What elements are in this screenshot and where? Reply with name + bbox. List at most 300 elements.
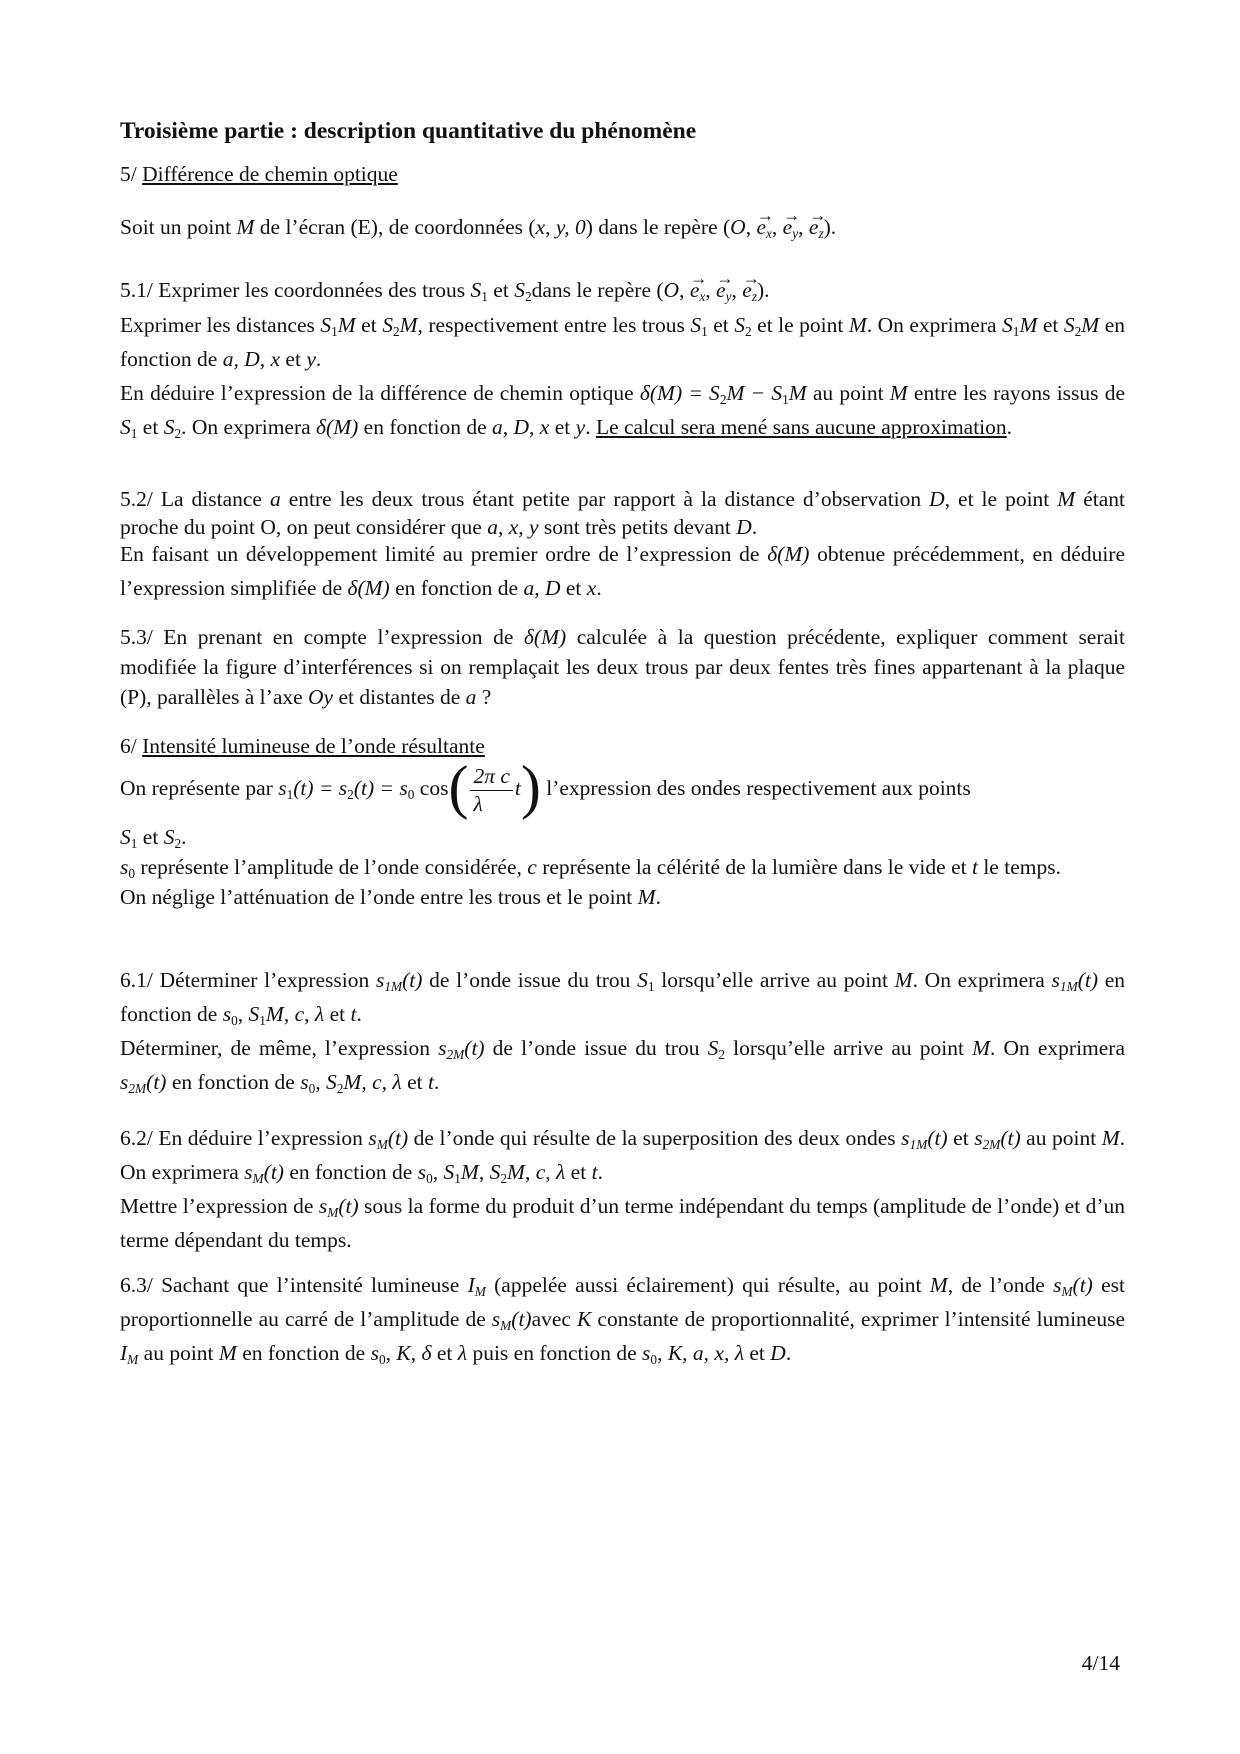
text-sec6-eq: s — [244, 1160, 253, 1184]
text-q61-f: Déterminer, de même, l’expression — [120, 1036, 439, 1060]
text-sec6-eq: s — [1051, 968, 1060, 992]
text-q51-deltaM: δ(M) — [347, 576, 390, 600]
text-q51-deltaM: δ(M) — [767, 542, 810, 566]
text-q61-a: 6.1/ Déterminer l’expression — [120, 968, 376, 992]
text-sec6-cvar: c — [372, 1070, 382, 1094]
text-q51-one: 1 — [259, 1012, 266, 1028]
text-q51-et2: et — [280, 347, 307, 371]
text-q52-d: étant proche du point O, on peut considérer que — [120, 487, 1125, 539]
text-q51-minus: M − S — [726, 381, 783, 405]
text-q63-h: en fonction de — [236, 1341, 371, 1365]
text-q52-avar: a — [269, 487, 281, 511]
text-q51-et2: et — [560, 576, 587, 600]
page-number: 4/14 — [1081, 1651, 1120, 1675]
text-sec5-sep: , — [745, 215, 757, 239]
text-sec5-M: M — [1019, 313, 1038, 337]
text-q53-end: ? — [476, 685, 492, 709]
text-q52-comma: , — [361, 1070, 373, 1094]
text-q51-two: 2 — [500, 1170, 508, 1186]
text-q51-deltaM: δ(M) — [523, 625, 567, 649]
text-q51-et2: et — [401, 1070, 428, 1094]
text-sec6-t: t — [971, 855, 978, 879]
text-sec6-zero: 0 — [128, 865, 136, 881]
text-q51-two: 2 — [524, 288, 532, 304]
text-q61-s1M: (t) — [338, 1194, 359, 1218]
text-sec6-eq: s — [368, 1126, 377, 1150]
text-q51-dot: . — [785, 1341, 792, 1365]
text-q52-comma: , — [545, 1160, 556, 1184]
text-sec6-t: t — [591, 1160, 598, 1184]
text-q51-S: S — [690, 313, 702, 337]
text-sec5-sep: , — [731, 278, 743, 302]
text-sec6-zero: 0 — [407, 786, 415, 802]
text-sec5-ex: x — [766, 225, 772, 241]
text-sec6-eq: s — [300, 1070, 309, 1094]
text-q51-one: 1 — [782, 391, 789, 407]
text-q51-vars1: a, D, x — [492, 415, 550, 439]
text-sec6-t: t — [350, 1002, 357, 1026]
text-sec5-intro_a: Soit un point — [120, 215, 237, 239]
text-q51-et: et — [137, 415, 164, 439]
text-q51-y: y — [575, 415, 586, 439]
text-q61-c: lorsqu’elle arrive au point — [724, 1036, 973, 1060]
text-q61-s1M: (t) — [387, 1126, 409, 1150]
text-sec6-cos: cos — [414, 776, 449, 800]
text-sec6-t: t — [514, 776, 521, 800]
points-S1-S2 — [120, 820, 1125, 854]
text-q51-p3d: . On exprimera — [181, 415, 317, 439]
text-q51-p3c: entre les rayons issus de — [907, 381, 1126, 405]
text-q61-sub2M: 2M — [446, 1046, 465, 1062]
section-title: Troisième partie : description quantitative du phénomène — [120, 118, 697, 144]
text-q51-dot: . — [912, 968, 918, 992]
text-sec5-sep: , — [798, 215, 809, 239]
text-sec5-e: → e — [690, 273, 700, 307]
text-sec5-heading_num: 5/ — [120, 162, 143, 186]
amplitude-definition — [120, 852, 1125, 912]
text-q52-comma: , — [381, 1070, 393, 1094]
text-q63-K: K — [577, 1307, 592, 1331]
text-sec6-eq: s — [375, 968, 385, 992]
text-q62-c: au point — [1026, 1126, 1102, 1150]
text-q61-s1M: (t) — [263, 1160, 284, 1184]
text-q51-et: et — [487, 278, 515, 302]
text-q51-delta: δ(M) = S — [639, 381, 720, 405]
text-q51-et2: et — [431, 1341, 458, 1365]
text-q63-b: (appelée aussi éclairement) qui résulte, au point — [485, 1273, 930, 1297]
text-q51-et: et — [1037, 313, 1064, 337]
text-q51-et2: et — [565, 1160, 592, 1184]
section-5-heading — [120, 157, 1125, 191]
text-q52-g: obtenue précédemment, en déduire l’expression simplifiée de — [120, 542, 1125, 600]
text-q63-g: au point — [138, 1341, 219, 1365]
text-q52-D: D — [544, 576, 561, 600]
text-q52-vars: a, x, y — [487, 515, 539, 539]
text-sec5-sep: , — [771, 215, 783, 239]
text-q62-subM: M — [127, 1351, 139, 1367]
question-5-3 — [120, 622, 1125, 712]
question-5-2-part2 — [120, 537, 1125, 605]
text-q51-p1b: dans le repère ( — [531, 278, 664, 302]
text-q61-sub2M: 2M — [128, 1080, 147, 1096]
text-q51-vars1: a, D, x — [222, 347, 281, 371]
text-sec6-heading_num: 6/ — [120, 734, 143, 758]
text-sec6-eq: s — [222, 1002, 232, 1026]
text-q52-comma: , — [304, 1002, 315, 1026]
text-q63-d: est proportionnelle au carré de l’amplitude de — [120, 1273, 1125, 1331]
text-q51-p2e: en fonction de — [120, 313, 1125, 371]
text-q51-one: 1 — [331, 323, 338, 339]
text-q52-comma: , — [315, 1070, 326, 1094]
text-q62-subM: M — [500, 1317, 512, 1333]
text-q62-b: de l’onde qui résulte de la superposition des deux ondes — [408, 1126, 902, 1150]
text-q53-a: 5.3/ En prenant en compte l’expression de — [120, 625, 524, 649]
question-6-3 — [120, 1268, 1125, 1370]
text-sec5-sep: , — [679, 278, 690, 302]
text-q51-p3a: En déduire l’expression de la différence de chemin optique — [120, 381, 640, 405]
text-q51-et: et — [947, 1126, 975, 1150]
text-q61-d: On exprimera — [917, 968, 1052, 992]
text-sec5-intro_b: de l’écran (E), de coordonnées ( — [254, 215, 536, 239]
text-q51-two: 2 — [719, 391, 727, 407]
text-q62-subM: M — [327, 1204, 339, 1220]
text-q63-j: puis en fonction de — [467, 1341, 643, 1365]
text-q51-et: et — [355, 313, 383, 337]
text-sec5-ey: y — [725, 288, 732, 304]
text-sec5-ez: z — [818, 225, 824, 241]
text-sec5-sep: , — [705, 278, 717, 302]
text-q51-p2b: , respectivement entre les trous — [417, 313, 691, 337]
text-q63-I: I — [467, 1273, 475, 1297]
text-q61-sub1M: 1M — [909, 1136, 928, 1152]
text-q61-lambda: λ — [392, 1070, 402, 1094]
text-q51-one: 1 — [130, 425, 138, 441]
text-q52-x: x — [586, 576, 597, 600]
text-sec6-c: représente l’amplitude de l’onde considérée, — [140, 855, 528, 879]
text-sec6-eq: s — [901, 1126, 910, 1150]
text-sec5-e: → e — [742, 273, 752, 307]
text-q61-sub1M: 1M — [384, 978, 403, 994]
text-sec6-eq_end: (t) = s — [353, 776, 408, 800]
text-sec5-M: M — [1081, 313, 1100, 337]
text-sec5-M: M — [929, 1273, 948, 1297]
text-sec5-O: O — [730, 215, 746, 239]
text-q51-dot: . — [585, 415, 591, 439]
text-sec5-heading: Différence de chemin optique — [142, 162, 398, 186]
text-q51-S: S — [470, 278, 482, 302]
text-sec6-eq: s — [120, 855, 129, 879]
text-sec5-intro_c: ) dans le repère ( — [585, 215, 731, 239]
text-q51-one: 1 — [454, 1170, 461, 1186]
text-q53-c: et distantes de — [333, 685, 466, 709]
text-q61-e: en fonction de — [283, 1160, 418, 1184]
text-sec5-M: M — [337, 313, 356, 337]
text-q51-dot: . — [181, 825, 187, 849]
text-q63-e: avec — [531, 1307, 578, 1331]
text-sec5-M: M — [889, 381, 908, 405]
text-sec6-eq: s — [491, 1307, 501, 1331]
text-q52-h: en fonction de — [389, 576, 524, 600]
text-q61-s1M: (t) — [464, 1036, 485, 1060]
text-sec5-M: M — [218, 1341, 237, 1365]
text-q62-d: Mettre l’expression de — [120, 1194, 319, 1218]
text-q61-s1M: (t) — [1000, 1126, 1021, 1150]
text-q51-dot: . — [433, 1070, 440, 1094]
text-q51-S: S — [514, 278, 525, 302]
text-q51-dot: . — [751, 515, 758, 539]
text-q61-lambda: λ — [457, 1341, 468, 1365]
text-q51-S: S — [326, 1070, 337, 1094]
text-sec6-eq: s — [1053, 1273, 1062, 1297]
text-q51-S: S — [382, 313, 393, 337]
text-q61-lambda: λ — [555, 1160, 566, 1184]
text-q51-S: S — [120, 415, 131, 439]
text-q63-K: K — [396, 1341, 411, 1365]
text-q61-c: lorsqu’elle arrive au point — [654, 968, 895, 992]
text-sec5-M: M — [343, 1070, 362, 1094]
text-q51-two: 2 — [174, 835, 182, 851]
text-sec6-eq: s — [318, 1194, 328, 1218]
text-q61-s1M: (t) — [511, 1307, 532, 1331]
question-6-2 — [120, 1121, 1125, 1257]
text-sec6-cvar: c — [527, 855, 537, 879]
wave-definition: On représente par $s_1(t) = s_2(t) = s_0$ cos( $\frac{\text{2π c}}{\lambda}$ t) l’expression des ondes respectivement aux points — [120, 754, 971, 821]
text-sec5-M: M — [1101, 1126, 1120, 1150]
text-q52-f: En faisant un développement limité au premier ordre de l’expression de — [120, 542, 768, 566]
text-sec5-M: M — [265, 1002, 284, 1026]
text-q51-two: 2 — [336, 1080, 344, 1096]
text-q52-e: sont très petits devant — [538, 515, 737, 539]
text-q51-one: 1 — [647, 978, 655, 994]
text-q51-two: 2 — [174, 425, 182, 441]
text-q51-et2: et — [744, 1341, 771, 1365]
text-q52-c: , et le point — [944, 487, 1058, 511]
text-sec5-close: ). — [757, 278, 770, 302]
section-5-intro — [120, 210, 1125, 244]
text-q51-et: et — [137, 825, 164, 849]
text-q51-p2c: et le point — [751, 313, 849, 337]
text-q61-s1M: (t) — [1077, 968, 1098, 992]
text-q51-end: . — [1006, 415, 1013, 439]
text-sec6-zero: 0 — [426, 1170, 433, 1186]
text-q51-S: S — [734, 313, 745, 337]
text-q61-sub2M: 2M — [982, 1136, 1001, 1152]
text-q52-comma: , — [524, 1160, 536, 1184]
text-q51-dot: . — [990, 1036, 996, 1060]
text-sec5-O: O — [663, 278, 680, 302]
text-q52-a: 5.2/ La distance — [120, 487, 270, 511]
text-q51-p2d: . On exprimera — [866, 313, 1003, 337]
text-q61-lambda: λ — [314, 1002, 325, 1026]
text-q52-D: D — [736, 515, 752, 539]
text-q61-lambda: λ — [734, 1341, 745, 1365]
text-sec6-cvar: c — [294, 1002, 305, 1026]
text-q51-dot: . — [597, 1160, 603, 1184]
text-sec6-t: t — [427, 1070, 434, 1094]
text-q53-Oy: Oy — [308, 685, 334, 709]
text-sec6-num: 2π c — [473, 763, 510, 788]
text-q61-sub1M: 1M — [1059, 978, 1078, 994]
text-sec6-zero: 0 — [231, 1012, 238, 1028]
text-q63-a: 6.3/ Sachant que l’intensité lumineuse — [120, 1273, 468, 1297]
text-q51-dot: . — [1119, 1126, 1125, 1150]
question-6-1 — [120, 963, 1125, 1099]
text-q63-f: constante de proportionnalité, exprimer l’intensité lumineuse — [591, 1307, 1125, 1331]
text-q51-S: S — [1063, 313, 1075, 337]
text-q61-g: On exprimera — [1003, 1036, 1126, 1060]
text-q52-D: D — [770, 1341, 786, 1365]
text-sec6-cvar: c — [535, 1160, 546, 1184]
text-q62-subM: M — [252, 1170, 264, 1186]
text-sec6-eq: s — [370, 1341, 379, 1365]
text-q51-S: S — [320, 313, 332, 337]
text-q51-y: y — [306, 347, 316, 371]
text-q52-comma: , — [237, 1002, 249, 1026]
text-sec5-M: M — [1057, 487, 1076, 511]
text-q51-two: 2 — [745, 323, 752, 339]
text-sec6-eq_mid: (t) = s — [293, 776, 348, 800]
text-q63-i: , — [657, 1341, 668, 1365]
text-sec5-close: ). — [823, 215, 837, 239]
text-q51-S: S — [443, 1160, 455, 1184]
text-q61-s1M: (t) — [927, 1126, 948, 1150]
text-q51-et: et — [707, 313, 735, 337]
text-sec6-a: On représente par — [120, 776, 279, 800]
text-q51-S: S — [489, 1160, 501, 1184]
text-q52-avar: a — [523, 576, 535, 600]
text-q51-p2a: Exprimer les distances — [120, 313, 321, 337]
text-sec6-d: représente la célérité de la lumière dans le vide et — [536, 855, 972, 879]
text-sec6-zero: 0 — [650, 1351, 658, 1367]
text-q61-g: On exprimera — [120, 1160, 245, 1184]
text-q51-two: 2 — [392, 323, 400, 339]
text-q51-two: 2 — [718, 1046, 725, 1062]
question-5-1-body — [120, 308, 1125, 444]
vector-ex: → e — [756, 210, 766, 244]
text-sec6-eq: s — [278, 776, 287, 800]
text-sec6-eq: s — [438, 1036, 447, 1060]
text-sec6-f: On néglige l’atténuation de l’onde entre les trous et le point — [120, 885, 638, 909]
text-q63-I: I — [120, 1341, 128, 1365]
text-q52-comma: , — [478, 1160, 490, 1184]
text-sec6-eq: s — [120, 1070, 129, 1094]
text-q63-i: , — [385, 1341, 397, 1365]
text-q52-D: D — [929, 487, 945, 511]
text-q51-one: 1 — [701, 323, 708, 339]
question-5-1-line1 — [120, 273, 1125, 307]
text-sec5-ez: z — [751, 288, 757, 304]
text-q52-comma: , — [432, 1160, 444, 1184]
text-q52-comma: , — [534, 576, 545, 600]
text-q61-b: de l’onde issue du trou — [484, 1036, 708, 1060]
text-sec5-M: M — [637, 885, 656, 909]
text-q51-dot: . — [315, 347, 322, 371]
text-q51-S: S — [163, 825, 175, 849]
text-q61-s1M: (t) — [402, 968, 423, 992]
text-q63-delta: δ — [421, 1341, 432, 1365]
text-q51-deltaM: δ(M) — [316, 415, 359, 439]
text-q61-s1M: (t) — [1072, 1273, 1093, 1297]
text-q51-S: S — [1002, 313, 1013, 337]
text-q51-one: 1 — [130, 835, 138, 851]
text-sec6-zero: 0 — [378, 1351, 386, 1367]
vector-ey: → e — [783, 210, 793, 244]
text-q51-dot: . — [356, 1002, 362, 1026]
fraction-2pi-c-over-lambda — [470, 763, 512, 818]
text-q62-subM: M — [1061, 1283, 1073, 1299]
text-q63-c: , de l’onde — [947, 1273, 1054, 1297]
text-q51-S: S — [707, 1036, 719, 1060]
text-q62-a: 6.2/ En déduire l’expression — [120, 1126, 369, 1150]
text-q63-i: , — [410, 1341, 422, 1365]
text-sec6-den: λ — [473, 791, 483, 816]
text-q51-one: 1 — [481, 288, 488, 304]
text-q62-subM: M — [376, 1136, 388, 1152]
text-sec5-ex: x — [699, 288, 706, 304]
text-sec5-M: M — [894, 968, 913, 992]
text-q51-one: 1 — [1012, 323, 1020, 339]
text-q51-et2: et — [324, 1002, 351, 1026]
question-5-2 — [120, 485, 1125, 541]
text-q51-two: 2 — [1074, 323, 1082, 339]
text-sec5-M: M — [460, 1160, 479, 1184]
text-sec5-M: M — [848, 313, 867, 337]
text-sec5-M: M — [788, 381, 807, 405]
text-q53-b: calculée à la question précédente, expliquer comment serait modifiée la figure d’interférences si on remplaçait les deux trous par deux fentes très fines appartenant à la plaque (P), parallèles à l’axe — [120, 625, 1126, 709]
text-sec5-M: M — [972, 1036, 990, 1060]
text-sec5-M: M — [507, 1160, 525, 1184]
text-q62-subM: M — [474, 1283, 486, 1299]
text-q61-s1M: (t) — [146, 1070, 167, 1094]
text-q61-e: en fonction de — [166, 1070, 301, 1094]
text-sec6-e: le temps. — [977, 855, 1061, 879]
text-q51-one: 1 — [286, 786, 294, 802]
text-q52-avar: a — [465, 685, 477, 709]
text-q51-S: S — [163, 415, 175, 439]
text-q51-S: S — [120, 825, 131, 849]
text-sec5-M: M — [236, 215, 255, 239]
text-q51-p3b: au point — [806, 381, 890, 405]
text-sec5-e: → e — [716, 273, 726, 307]
text-sec5-coords: x, y, 0 — [535, 215, 586, 239]
section-6-heading — [120, 729, 1125, 763]
text-sec5-M: M — [399, 313, 418, 337]
text-q51-dot: . — [655, 885, 661, 909]
text-q51-et2: et — [549, 415, 576, 439]
text-q51-p3e: en fonction de — [358, 415, 493, 439]
text-sec6-eq: s — [417, 1160, 427, 1184]
text-sec6-eq: s — [974, 1126, 983, 1150]
text-sec5-ey: y — [792, 225, 799, 241]
text-q52-b: entre les deux trous étant petite par rapport à la distance d’observation — [280, 487, 930, 511]
text-q51-dot: . — [596, 576, 602, 600]
text-q62-e: sous la forme du produit d’un terme indépendant du temps (amplitude de l’onde) et d’un terme dépendant du temps. — [120, 1194, 1125, 1252]
text-q52-comma: , — [283, 1002, 295, 1026]
text-q61-e: en fonction de — [120, 968, 1126, 1026]
text-q63-vars: K, a, x, — [667, 1341, 730, 1365]
text-sec6-eq: s — [642, 1341, 651, 1365]
text-q51-p1a: 5.1/ Exprimer les coordonnées des trous — [120, 278, 471, 302]
text-q51-two: 2 — [347, 786, 354, 802]
vector-ez: → e — [809, 210, 819, 244]
text-q51-S: S — [637, 968, 648, 992]
text-q61-b: de l’onde issue du trou — [422, 968, 638, 992]
text-sec6-zero: 0 — [308, 1080, 316, 1096]
text-sec6-heading: Intensité lumineuse de l’onde résultante — [142, 734, 485, 758]
underlined-instruction: Le calcul sera mené sans aucune approximation — [595, 415, 1007, 439]
text-q51-S: S — [248, 1002, 260, 1026]
text-sec6-b: l’expression des ondes respectivement aux points — [540, 776, 971, 800]
